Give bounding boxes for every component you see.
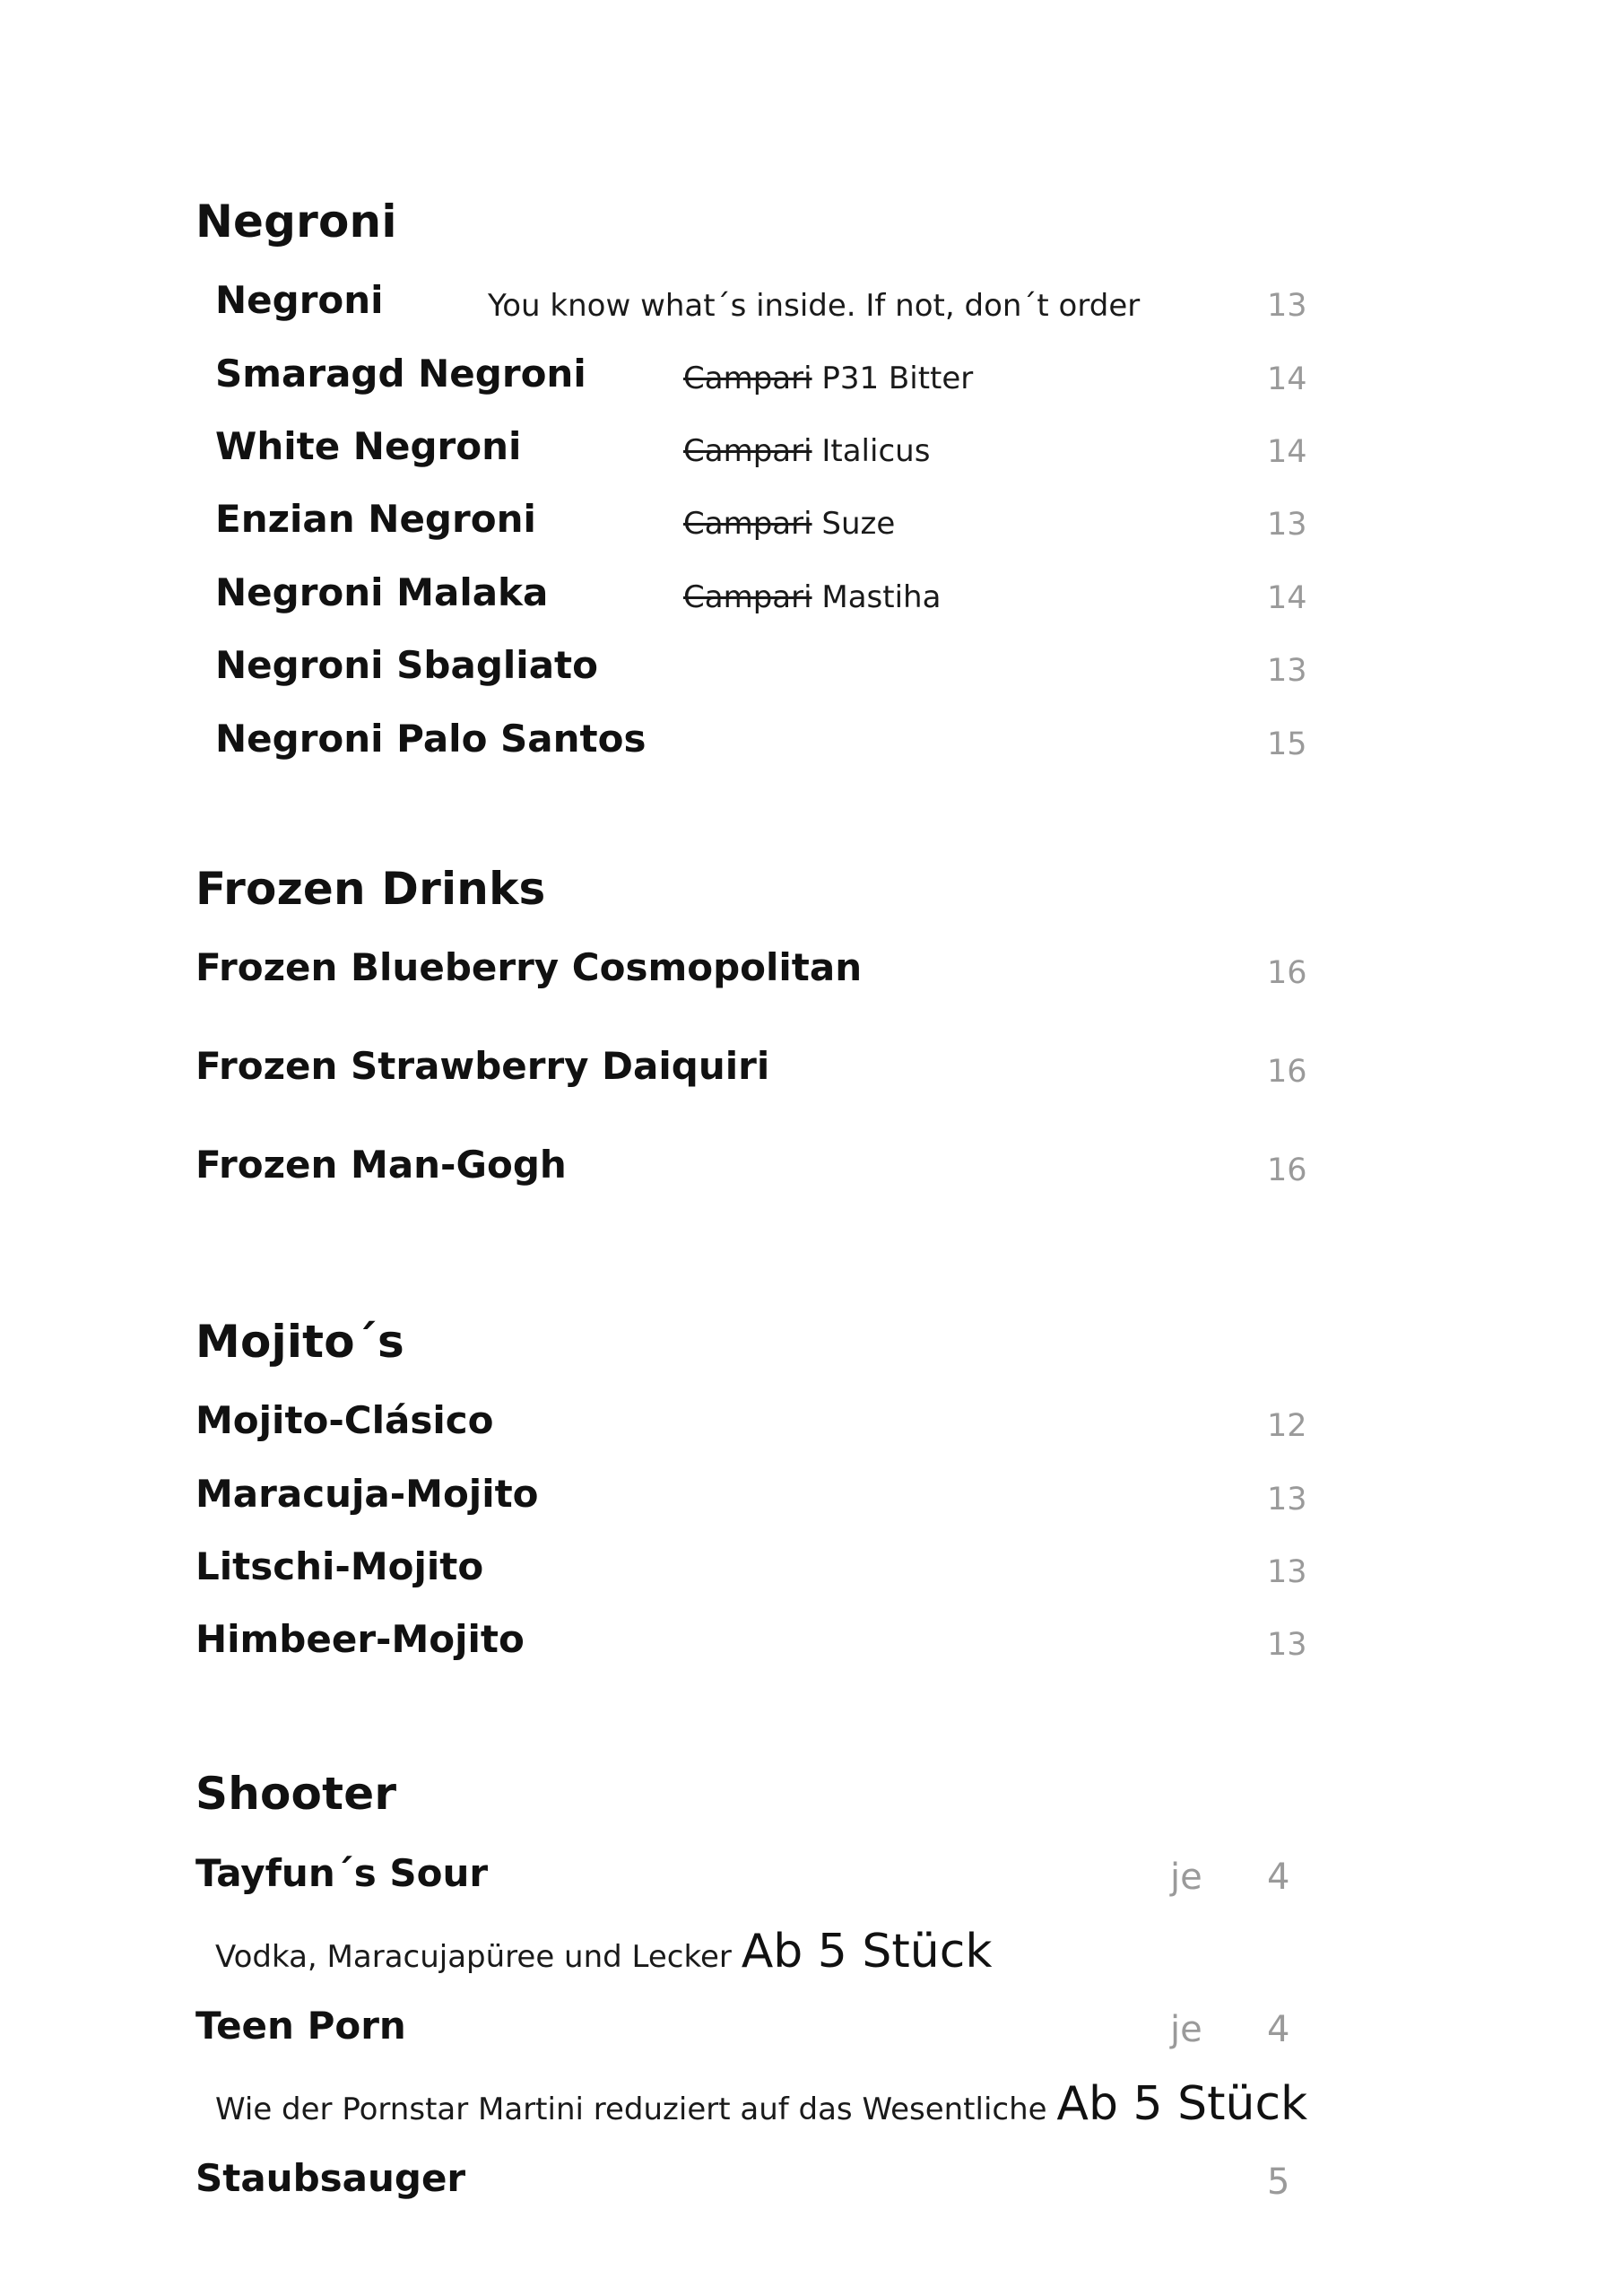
item-description <box>215 2077 1307 2131</box>
item-price: 13 <box>1267 507 1307 543</box>
replacement-ingredient: P31 Bitter <box>821 361 974 396</box>
minimum-quantity-note: Ab 5 Stück <box>1056 2077 1308 2131</box>
item-price: 13 <box>1267 1627 1307 1663</box>
item-price: 16 <box>1267 955 1307 991</box>
replacement-ingredient: Mastiha <box>821 579 942 615</box>
item-description <box>683 433 930 469</box>
item-price: 4 <box>1267 1857 1290 1898</box>
item-price: 13 <box>1267 1554 1307 1590</box>
item-price: 12 <box>1267 1408 1307 1444</box>
item-name: Enzian Negroni <box>215 497 536 541</box>
struck-ingredient: Campari <box>683 579 812 615</box>
section-title-frozen-drinks: Frozen Drinks <box>195 863 546 915</box>
item-price: 16 <box>1267 1054 1307 1090</box>
per-piece-label: je <box>1170 1857 1202 1898</box>
description-text: Wie der Pornstar Martini reduziert auf das Wesentliche <box>215 2092 1047 2127</box>
replacement-ingredient: Suze <box>821 506 896 542</box>
item-description: You know what´s inside. If not, don´t order <box>488 288 1141 324</box>
item-name: Staubsauger <box>195 2156 466 2200</box>
replacement-ingredient: Italicus <box>821 433 931 469</box>
item-price: 13 <box>1267 288 1307 324</box>
section-title-shooter: Shooter <box>195 1768 397 1820</box>
item-name: Frozen Man-Gogh <box>195 1143 567 1187</box>
item-price: 14 <box>1267 580 1307 616</box>
item-name: Negroni Sbagliato <box>215 643 598 687</box>
struck-ingredient: Campari <box>683 506 812 542</box>
item-name: Maracuja-Mojito <box>195 1472 539 1516</box>
item-name: Tayfun´s Sour <box>195 1851 489 1895</box>
item-price: 5 <box>1267 2161 1290 2203</box>
struck-ingredient: Campari <box>683 433 812 469</box>
item-description <box>683 506 895 542</box>
item-name: Negroni Palo Santos <box>215 717 647 761</box>
item-name: White Negroni <box>215 424 522 468</box>
item-name: Himbeer-Mojito <box>195 1617 525 1661</box>
minimum-quantity-note: Ab 5 Stück <box>741 1925 993 1979</box>
per-piece-label: je <box>1170 2009 1202 2050</box>
item-price: 4 <box>1267 2009 1290 2050</box>
item-name: Frozen Strawberry Daiquiri <box>195 1044 770 1088</box>
section-title-mojitos: Mojito´s <box>195 1316 404 1368</box>
description-text: Vodka, Maracujapüree und Lecker <box>215 1939 732 1975</box>
item-name: Teen Porn <box>195 2004 406 2048</box>
item-name: Frozen Blueberry Cosmopolitan <box>195 945 863 989</box>
item-description <box>683 361 973 396</box>
item-name: Smaragd Negroni <box>215 352 586 396</box>
item-price: 15 <box>1267 726 1307 762</box>
item-name: Negroni <box>215 278 384 322</box>
item-name: Litschi-Mojito <box>195 1544 484 1588</box>
item-price: 16 <box>1267 1152 1307 1188</box>
section-title-negroni: Negroni <box>195 196 397 248</box>
item-description <box>215 1925 992 1979</box>
item-price: 13 <box>1267 1482 1307 1518</box>
item-price: 14 <box>1267 361 1307 397</box>
item-price: 13 <box>1267 653 1307 689</box>
item-description <box>683 579 941 615</box>
struck-ingredient: Campari <box>683 361 812 396</box>
item-price: 14 <box>1267 434 1307 470</box>
item-name: Negroni Malaka <box>215 570 549 614</box>
item-name: Mojito-Clásico <box>195 1398 494 1442</box>
